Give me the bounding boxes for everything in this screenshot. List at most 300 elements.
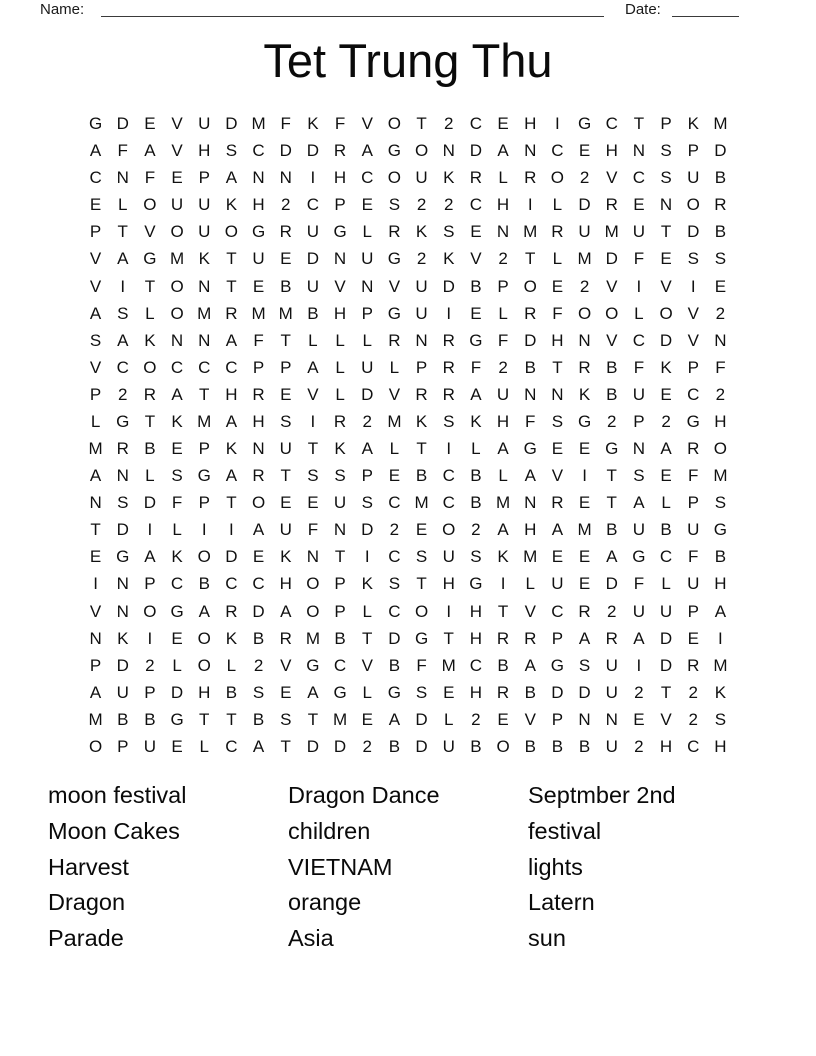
grid-cell: O — [659, 303, 673, 323]
grid-cell: I — [527, 195, 533, 215]
grid-cell: G — [414, 628, 429, 648]
grid-cell: I — [147, 520, 153, 540]
grid-cell: V — [388, 276, 401, 296]
grid-cell: G — [713, 520, 728, 540]
grid-cell: O — [414, 601, 429, 621]
grid-cell: N — [632, 439, 646, 459]
grid-cell: U — [306, 276, 320, 296]
grid-cell: G — [116, 547, 130, 567]
grid-cell: N — [116, 168, 129, 188]
grid-cell: E — [171, 628, 183, 648]
grid-cell: A — [606, 547, 618, 567]
grid-cell: M — [604, 222, 619, 242]
grid-cell: M — [441, 655, 456, 675]
grid-cell: E — [252, 547, 265, 567]
grid-cell: D — [442, 276, 455, 296]
grid-cell: N — [632, 141, 646, 161]
word-list-item: festival — [528, 817, 602, 844]
grid-cell: O — [197, 628, 211, 648]
grid-cell: I — [446, 601, 452, 621]
grid-cell: K — [443, 168, 455, 188]
grid-cell: L — [199, 736, 209, 756]
grid-cell: K — [225, 439, 238, 459]
grid-cell: V — [89, 276, 102, 296]
grid-cell: L — [118, 195, 128, 215]
grid-cell: L — [362, 601, 372, 621]
grid-cell: N — [496, 222, 510, 242]
grid-cell: C — [89, 168, 102, 188]
grid-cell: T — [416, 574, 427, 594]
grid-cell: K — [415, 222, 428, 242]
grid-cell: S — [171, 466, 183, 486]
grid-cell: R — [225, 601, 238, 621]
grid-cell: D — [279, 141, 292, 161]
grid-cell: A — [89, 682, 102, 702]
grid-cell: B — [606, 357, 618, 377]
grid-cell: V — [89, 357, 102, 377]
grid-cell: O — [523, 276, 537, 296]
grid-cell: S — [714, 249, 727, 269]
grid-cell: V — [307, 384, 319, 404]
grid-cell: E — [415, 520, 428, 540]
grid-cell: 2 — [362, 411, 372, 431]
word-list-column — [288, 778, 440, 957]
grid-cell: F — [633, 357, 645, 377]
grid-cell: D — [551, 682, 564, 702]
grid-cell: P — [551, 628, 564, 648]
grid-cell: U — [116, 682, 129, 702]
grid-cell: 2 — [688, 709, 698, 729]
grid-cell: L — [552, 195, 563, 215]
grid-cell: U — [170, 195, 184, 215]
grid-cell: L — [362, 222, 372, 242]
grid-cell: T — [144, 276, 156, 296]
grid-cell: B — [225, 682, 238, 702]
grid-cell: R — [388, 222, 401, 242]
grid-cell: E — [171, 168, 183, 188]
grid-cell: A — [633, 628, 645, 648]
grid-cell: M — [387, 411, 402, 431]
grid-cell: B — [470, 466, 482, 486]
word-list-item: orange — [288, 889, 362, 916]
grid-cell: T — [226, 493, 237, 513]
grid-cell: C — [388, 493, 401, 513]
grid-cell: I — [690, 276, 696, 296]
grid-cell: B — [714, 547, 727, 567]
grid-cell: G — [197, 466, 211, 486]
grid-cell: B — [660, 520, 672, 540]
grid-cell: 2 — [634, 736, 644, 756]
grid-cell: D — [116, 114, 129, 134]
grid-cell: A — [388, 709, 401, 729]
grid-cell: D — [714, 141, 727, 161]
grid-cell: E — [361, 195, 373, 215]
grid-cell: O — [143, 195, 157, 215]
grid-cell: V — [171, 141, 183, 161]
grid-cell: H — [469, 628, 483, 648]
grid-cell: G — [523, 439, 537, 459]
word-list-item: Asia — [288, 925, 334, 952]
grid-cell: N — [116, 601, 129, 621]
grid-cell: A — [633, 493, 645, 513]
grid-cell: A — [307, 682, 319, 702]
grid-cell: S — [415, 547, 428, 567]
grid-cell: V — [144, 222, 156, 242]
grid-cell: O — [496, 736, 510, 756]
grid-cell: L — [634, 303, 644, 323]
grid-cell: S — [578, 655, 591, 675]
grid-cell: G — [387, 141, 402, 161]
grid-cell: A — [307, 357, 319, 377]
date-label: Date: — [625, 1, 661, 18]
grid-cell: C — [469, 195, 483, 215]
grid-cell: G — [387, 682, 402, 702]
word-list-item: Harvest — [48, 853, 129, 880]
grid-cell: C — [659, 547, 673, 567]
grid-cell: K — [443, 249, 455, 269]
grid-cell: T — [307, 709, 319, 729]
grid-cell: P — [198, 439, 210, 459]
grid-cell: G — [143, 249, 157, 269]
grid-cell: S — [117, 303, 129, 323]
grid-cell: U — [687, 520, 700, 540]
grid-cell: R — [551, 222, 564, 242]
grid-cell: C — [225, 574, 238, 594]
grid-cell: S — [443, 411, 455, 431]
grid-cell: M — [713, 114, 728, 134]
grid-cell: B — [144, 439, 156, 459]
grid-cell: N — [333, 249, 347, 269]
grid-cell: T — [552, 357, 563, 377]
grid-cell: H — [225, 384, 238, 404]
grid-cell: A — [89, 303, 102, 323]
grid-cell: D — [170, 682, 184, 702]
grid-cell: B — [606, 384, 618, 404]
grid-cell: P — [687, 601, 699, 621]
grid-cell: 2 — [634, 682, 644, 702]
grid-cell: P — [660, 114, 672, 134]
grid-cell: K — [225, 195, 238, 215]
grid-cell: R — [551, 493, 564, 513]
grid-cell: D — [524, 330, 537, 350]
grid-cell: P — [144, 574, 156, 594]
grid-cell: 2 — [688, 682, 698, 702]
grid-cell: C — [198, 357, 211, 377]
grid-cell: E — [89, 547, 102, 567]
grid-cell: C — [116, 357, 129, 377]
grid-cell: L — [525, 574, 535, 594]
grid-cell: M — [713, 466, 728, 486]
grid-cell: G — [469, 574, 483, 594]
grid-cell: G — [333, 682, 347, 702]
grid-cell: S — [225, 141, 238, 161]
grid-cell: L — [362, 330, 372, 350]
grid-cell: L — [172, 655, 182, 675]
grid-cell: U — [333, 493, 347, 513]
grid-cell: I — [718, 628, 723, 648]
grid-cell: S — [280, 709, 292, 729]
grid-cell: F — [117, 141, 128, 161]
grid-cell: C — [252, 141, 265, 161]
grid-cell: V — [89, 249, 102, 269]
grid-cell: B — [470, 736, 482, 756]
grid-cell: U — [279, 520, 292, 540]
grid-cell: R — [279, 628, 292, 648]
grid-cell: C — [306, 195, 320, 215]
grid-cell: A — [470, 384, 482, 404]
grid-cell: H — [469, 601, 483, 621]
grid-cell: O — [143, 601, 157, 621]
grid-cell: V — [470, 249, 482, 269]
grid-cell: I — [147, 628, 153, 648]
grid-cell: 2 — [498, 357, 508, 377]
grid-cell: U — [442, 547, 455, 567]
grid-cell: T — [226, 709, 237, 729]
grid-cell: S — [89, 330, 102, 350]
grid-cell: H — [333, 168, 347, 188]
grid-cell: N — [89, 628, 102, 648]
grid-cell: U — [442, 736, 455, 756]
grid-cell: C — [252, 574, 265, 594]
grid-cell: R — [714, 195, 727, 215]
grid-cell: T — [199, 384, 210, 404]
grid-cell: O — [577, 303, 592, 323]
grid-cell: T — [633, 114, 645, 134]
grid-cell: D — [306, 141, 320, 161]
grid-cell: T — [280, 466, 291, 486]
grid-cell: 2 — [145, 655, 155, 675]
grid-cell: R — [605, 195, 618, 215]
grid-cell: M — [577, 249, 592, 269]
grid-cell: I — [201, 520, 207, 540]
grid-cell: L — [498, 303, 508, 323]
grid-cell: D — [306, 249, 320, 269]
grid-cell: I — [582, 466, 587, 486]
grid-cell: P — [687, 493, 699, 513]
grid-cell: A — [497, 141, 509, 161]
grid-cell: P — [334, 601, 346, 621]
grid-cell: O — [143, 357, 157, 377]
word-list-item: Dragon Dance — [288, 782, 440, 808]
grid-cell: M — [169, 249, 185, 269]
grid-cell: R — [687, 439, 700, 459]
grid-cell: S — [470, 547, 482, 567]
grid-cell: B — [714, 222, 727, 242]
grid-cell: R — [252, 466, 265, 486]
grid-cell: I — [93, 574, 98, 594]
grid-cell: B — [117, 709, 129, 729]
grid-cell: U — [632, 601, 646, 621]
grid-cell: K — [470, 411, 482, 431]
grid-cell: L — [661, 493, 671, 513]
grid-cell: D — [415, 736, 428, 756]
grid-cell: D — [659, 628, 673, 648]
grid-cell: T — [497, 601, 509, 621]
grid-cell: H — [252, 195, 265, 215]
grid-cell: S — [361, 493, 373, 513]
grid-cell: D — [116, 520, 129, 540]
grid-cell: O — [197, 547, 211, 567]
grid-cell: R — [524, 303, 537, 323]
grid-cell: B — [307, 303, 319, 323]
grid-cell: C — [469, 655, 483, 675]
grid-cell: T — [90, 520, 101, 540]
grid-cell: G — [577, 114, 592, 134]
grid-cell: U — [361, 357, 374, 377]
grid-cell: P — [361, 303, 373, 323]
grid-cell: R — [333, 411, 347, 431]
grid-cell: C — [361, 168, 374, 188]
grid-cell: O — [550, 168, 565, 188]
grid-cell: N — [170, 330, 184, 350]
grid-cell: 2 — [715, 303, 726, 323]
grid-cell: D — [578, 195, 591, 215]
grid-cell: L — [498, 466, 508, 486]
grid-cell: M — [523, 222, 538, 242]
grid-cell: O — [306, 574, 320, 594]
grid-cell: K — [171, 411, 183, 431]
grid-cell: E — [551, 547, 564, 567]
grid-cell: 2 — [416, 249, 427, 269]
grid-cell: D — [116, 655, 129, 675]
grid-cell: 2 — [471, 709, 481, 729]
grid-cell: M — [414, 493, 429, 513]
grid-cell: B — [252, 709, 265, 729]
grid-cell: A — [361, 141, 373, 161]
grid-cell: S — [117, 493, 129, 513]
grid-cell: B — [470, 276, 482, 296]
grid-cell: E — [578, 574, 591, 594]
grid-cell: L — [389, 439, 400, 459]
word-list-item: children — [288, 817, 371, 844]
grid-cell: G — [686, 411, 700, 431]
grid-cell: C — [551, 141, 564, 161]
grid-cell: A — [524, 466, 536, 486]
grid-cell: E — [578, 493, 591, 513]
grid-cell: R — [496, 682, 510, 702]
grid-cell: P — [551, 709, 564, 729]
grid-cell: N — [306, 547, 320, 567]
grid-cell: V — [660, 276, 672, 296]
grid-cell: V — [361, 114, 373, 134]
grid-cell: G — [116, 411, 130, 431]
grid-cell: O — [414, 141, 429, 161]
grid-cell: F — [171, 493, 183, 513]
grid-cell: I — [446, 303, 452, 323]
grid-cell: K — [171, 547, 183, 567]
grid-cell: B — [497, 655, 509, 675]
grid-cell: E — [443, 682, 455, 702]
grid-cell: P — [687, 141, 699, 161]
grid-cell: P — [89, 222, 102, 242]
word-list-item: moon festival — [48, 782, 187, 808]
grid-cell: 2 — [579, 168, 590, 188]
grid-cell: M — [251, 114, 266, 134]
grid-cell: H — [605, 141, 618, 161]
grid-cell: G — [387, 303, 402, 323]
grid-cell: R — [496, 628, 510, 648]
grid-cell: P — [334, 195, 346, 215]
grid-cell: 2 — [253, 655, 264, 675]
grid-cell: K — [415, 411, 428, 431]
grid-cell: O — [686, 195, 700, 215]
grid-cell: E — [280, 682, 292, 702]
grid-cell: T — [606, 466, 617, 486]
grid-cell: N — [116, 574, 129, 594]
grid-cell: A — [660, 439, 672, 459]
grid-cell: C — [605, 114, 618, 134]
grid-cell: T — [307, 439, 319, 459]
grid-cell: C — [225, 736, 238, 756]
grid-cell: 2 — [471, 520, 481, 540]
grid-cell: G — [387, 249, 402, 269]
grid-cell: S — [551, 411, 564, 431]
grid-cell: N — [524, 493, 537, 513]
grid-cell: R — [524, 168, 537, 188]
grid-cell: B — [334, 628, 346, 648]
grid-cell: I — [310, 168, 316, 188]
grid-cell: I — [120, 276, 126, 296]
grid-cell: L — [145, 303, 155, 323]
grid-cell: U — [578, 222, 591, 242]
grid-cell: C — [632, 330, 646, 350]
grid-cell: O — [251, 493, 266, 513]
grid-cell: E — [551, 276, 564, 296]
grid-cell: B — [524, 736, 536, 756]
grid-cell: R — [442, 357, 455, 377]
grid-cell: L — [498, 168, 508, 188]
grid-cell: M — [305, 628, 320, 648]
grid-cell: I — [229, 520, 234, 540]
grid-cell: A — [524, 655, 536, 675]
name-blank-line — [101, 16, 604, 17]
grid-cell: 2 — [444, 195, 454, 215]
grid-cell: F — [525, 411, 536, 431]
grid-cell: T — [280, 736, 291, 756]
grid-cell: H — [333, 303, 347, 323]
grid-cell: U — [361, 249, 374, 269]
grid-cell: N — [659, 195, 673, 215]
grid-cell: L — [335, 330, 345, 350]
grid-cell: R — [143, 384, 157, 404]
grid-cell: U — [415, 303, 428, 323]
grid-cell: S — [660, 141, 672, 161]
grid-cell: U — [659, 601, 673, 621]
grid-cell: B — [551, 736, 564, 756]
grid-cell: K — [578, 384, 591, 404]
grid-cell: P — [89, 655, 102, 675]
grid-cell: 2 — [715, 384, 726, 404]
grid-cell: K — [660, 357, 672, 377]
grid-cell: M — [577, 520, 592, 540]
grid-cell: A — [497, 439, 509, 459]
grid-cell: G — [170, 601, 184, 621]
grid-cell: U — [415, 168, 428, 188]
grid-cell: P — [89, 384, 102, 404]
grid-cell: S — [687, 249, 699, 269]
grid-cell: V — [606, 330, 618, 350]
grid-cell: P — [198, 493, 210, 513]
grid-cell: D — [143, 493, 157, 513]
grid-cell: N — [198, 330, 211, 350]
grid-cell: C — [170, 574, 184, 594]
grid-cell: A — [144, 141, 156, 161]
grid-cell: E — [551, 439, 564, 459]
grid-cell: E — [633, 709, 645, 729]
grid-cell: H — [714, 736, 727, 756]
grid-cell: U — [198, 222, 211, 242]
word-search-grid — [82, 110, 734, 760]
